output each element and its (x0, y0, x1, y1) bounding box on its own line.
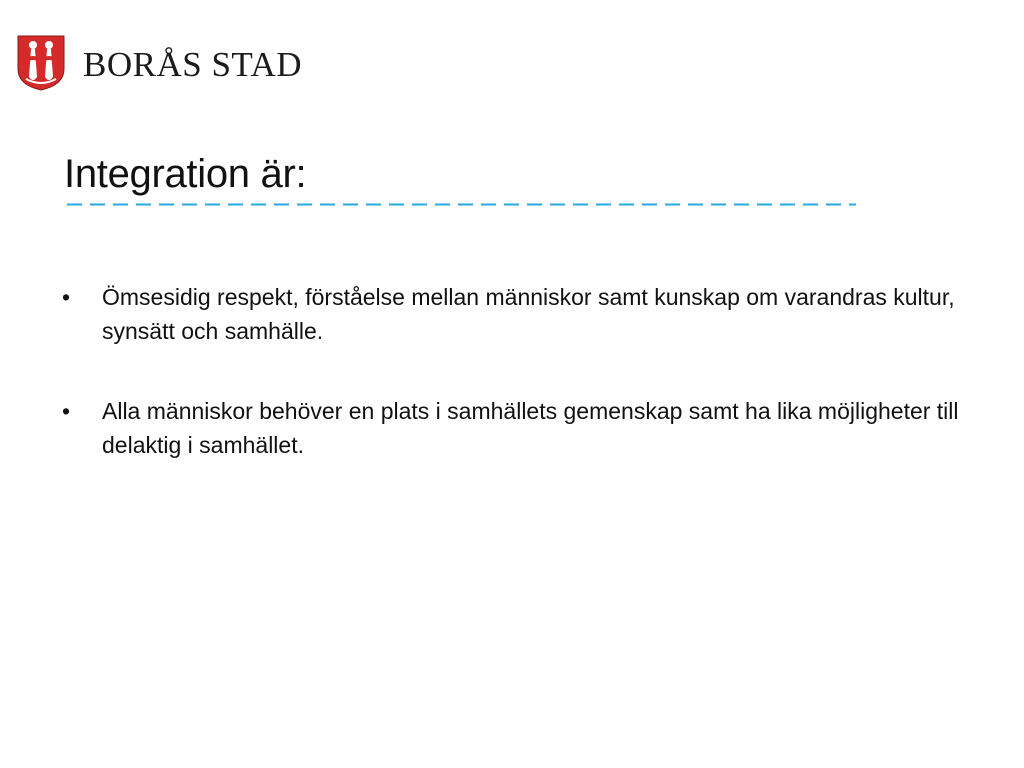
list-item (60, 394, 960, 462)
title-dashed-rule (67, 203, 856, 206)
coat-of-arms-icon (17, 35, 65, 91)
bullet-symbol: • (62, 398, 71, 424)
logo-text: BORÅS STAD (83, 44, 303, 84)
bullet-list (60, 280, 960, 508)
bullet-text: Alla människor behöver en plats i samhällets gemenskap samt ha lika möjligheter till delaktig i samhället. (102, 398, 959, 458)
bullet-symbol: • (62, 284, 71, 310)
list-item (60, 280, 960, 348)
boras-stad-logo (17, 34, 302, 92)
slide-title: Integration är: (64, 152, 307, 196)
bullet-text: Ömsesidig respekt, förståelse mellan människor samt kunskap om varandras kultur, synsätt och samhälle. (102, 284, 955, 344)
